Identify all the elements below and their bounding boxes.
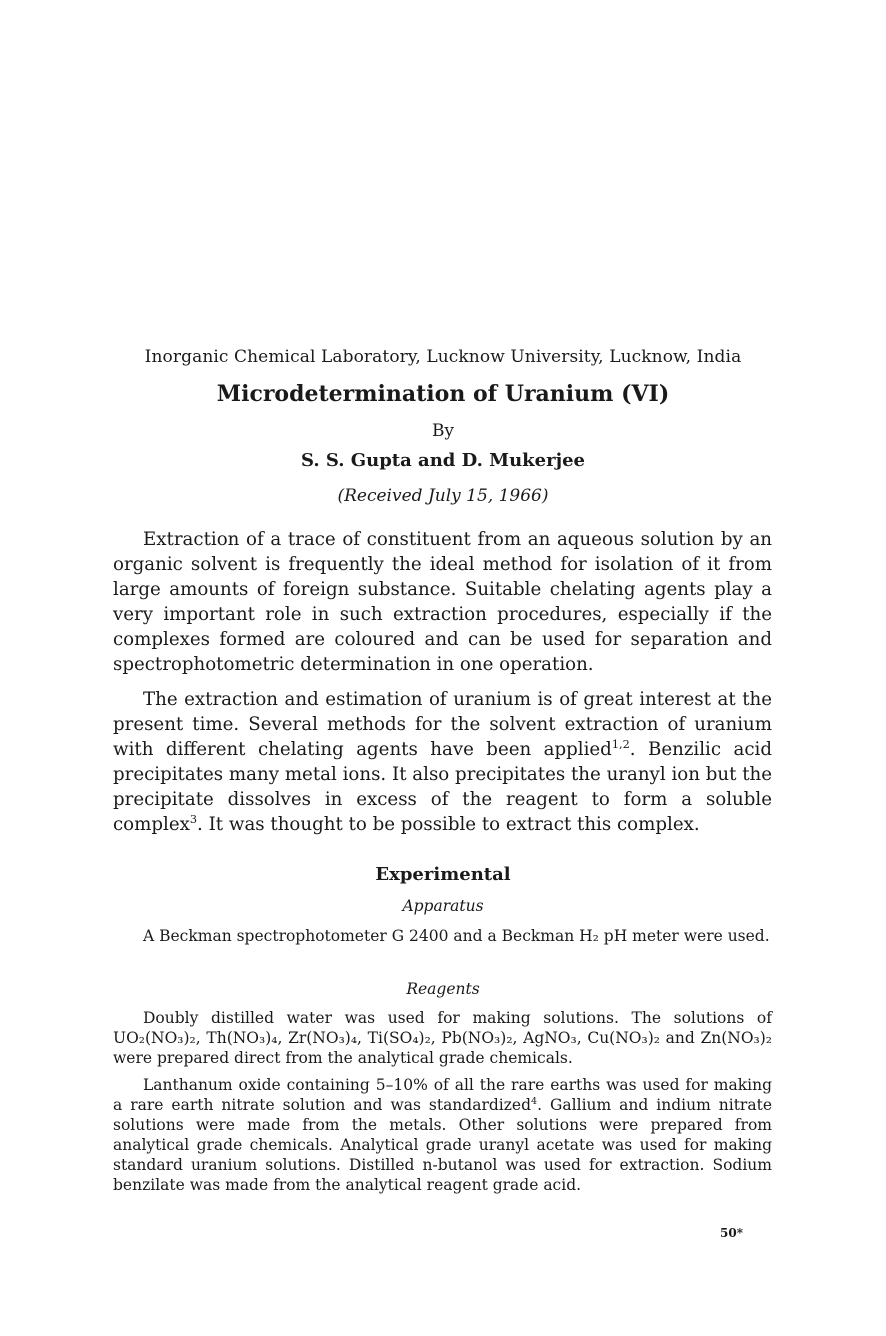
intro-paragraph-1: Extraction of a trace of constituent from an aqueous solution by an organic solvent is frequently the ideal method for isolation of it from large amounts of foreign substance. Suitable chelating agents play a very important role in such extraction procedures, especially if the complexes formed are coloured and can be used for separation and spectrophotometric determination in one operation.	[113, 529, 772, 675]
reagents-paragraph-1: Doubly distilled water was used for making solutions. The solutions of UO₂(NO₃)₂, Th(NO₃)₄, Zr(NO₃)₄, Ti(SO₄)₂, Pb(NO₃)₂, AgNO₃, Cu(NO₃)₂ and Zn(NO₃)₂ were prepared direct from the analytical grade chemicals.	[113, 1009, 772, 1067]
intro-p2-text-b: . Benzilic acid precipitates many metal ions. It also precipitates the uranyl ion but the precipitate dissolves in excess of the reagent to form a soluble complex	[113, 739, 772, 835]
apparatus-paragraph: A Beckman spectrophotometer G 2400 and a Beckman H₂ pH meter were used.	[143, 927, 770, 945]
citation-1-2: 1,2	[611, 737, 630, 751]
introduction	[113, 527, 772, 847]
intro-paragraph-2	[113, 687, 772, 837]
authors: S. S. Gupta and D. Mukerjee	[300, 450, 585, 471]
intro-p2-text-c: . It was thought to be possible to extract this complex.	[197, 814, 700, 835]
paper-title: Microdetermination of Uranium (VI)	[216, 381, 670, 407]
reagents-section	[113, 1008, 772, 1202]
intro-p2-text-a: The extraction and estimation of uranium is of great interest at the present time. Several methods for the solvent extraction of uranium with different chelating agents have been applied	[113, 689, 772, 760]
received-date: (Received July 15, 1966)	[337, 486, 549, 506]
citation-3: 3	[189, 812, 198, 826]
apparatus-section	[113, 926, 772, 953]
citation-4: 4	[531, 1095, 538, 1107]
reagents-p2-text-b: . Gallium and indium nitrate solutions were made from the metals. Other solutions were prepared from analytical grade chemicals. Analytical grade uranyl acetate was used for making standard uranium solutions. Distilled n-butanol was used for extraction. Sodium benzilate was made from the analytical reagent grade acid.	[113, 1096, 772, 1194]
subheading-reagents: Reagents	[406, 980, 480, 998]
subheading-apparatus: Apparatus	[402, 897, 484, 915]
byline-label: By	[431, 421, 455, 441]
page-marker: 50*	[720, 1226, 743, 1240]
reagents-p2-text-a: Lanthanum oxide containing 5–10% of all the rare earths was used for making a rare earth nitrate solution and was standardized	[113, 1076, 772, 1114]
section-heading-experimental: Experimental	[375, 864, 511, 885]
affiliation: Inorganic Chemical Laboratory, Lucknow University, Lucknow, India	[144, 347, 742, 367]
reagents-paragraph-2	[113, 1075, 772, 1195]
